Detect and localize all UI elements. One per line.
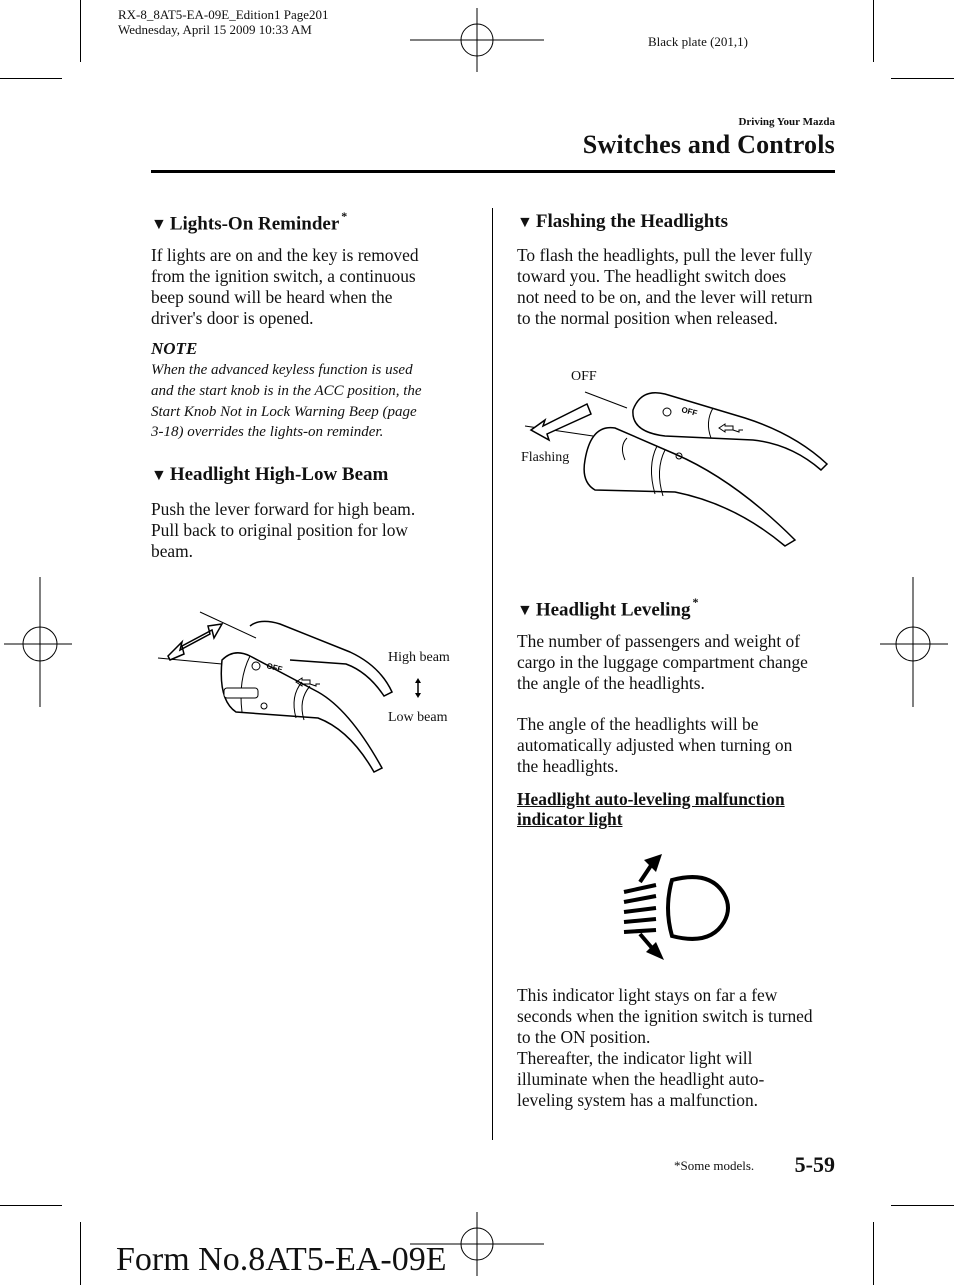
note-line: 3-18) overrides the lights-on reminder. <box>151 424 384 441</box>
down-triangle-icon: ▼ <box>517 214 533 231</box>
up-down-arrow-icon <box>414 678 422 698</box>
note-title: NOTE <box>151 339 198 358</box>
text-line: cargo in the luggage compartment change <box>517 652 808 672</box>
some-models-marker: * <box>341 209 348 223</box>
some-models-marker: * <box>692 595 699 609</box>
text-line: beep sound will be heard when the <box>151 287 393 307</box>
text-line: to the normal position when released. <box>517 308 778 328</box>
form-number: Form No.8AT5-EA-09E <box>116 1241 447 1278</box>
text-line: from the ignition switch, a continuous <box>151 266 416 286</box>
text-line: To flash the headlights, pull the lever fully <box>517 245 813 265</box>
note-body <box>151 360 422 443</box>
text-line: the headlights. <box>517 756 619 776</box>
heading-text: Flashing the Headlights <box>535 211 728 232</box>
heading-text: Lights-On Reminder <box>169 213 340 235</box>
lever-off-text: OFF <box>265 661 284 675</box>
down-triangle-icon: ▼ <box>151 467 167 484</box>
high-beam-label: High beam <box>388 650 450 665</box>
column-divider <box>492 208 493 1140</box>
text-line: to the ON position. <box>517 1027 651 1047</box>
leveling-paragraph-2 <box>517 714 792 777</box>
sub-heading-line: indicator light <box>517 809 623 829</box>
text-line: seconds when the ignition switch is turned <box>517 1006 813 1026</box>
headlight-leveling-heading <box>517 597 699 621</box>
flashing-label: Flashing <box>521 450 570 465</box>
lights-on-reminder-heading <box>151 211 347 235</box>
text-line: not need to be on, and the lever will return <box>517 287 813 307</box>
text-line: Thereafter, the indicator light will <box>517 1048 753 1068</box>
leveling-paragraph-1 <box>517 631 808 694</box>
headlight-leveling-warning-icon <box>614 848 734 968</box>
text-line: automatically adjusted when turning on <box>517 735 793 755</box>
off-label: OFF <box>571 369 597 384</box>
note-line: When the advanced keyless function is used <box>151 362 413 378</box>
registration-mark-left <box>4 577 72 707</box>
down-triangle-icon: ▼ <box>151 216 167 234</box>
doc-id: RX-8_8AT5-EA-09E_Edition1 Page201 <box>118 7 329 22</box>
footnote <box>674 1158 754 1174</box>
down-triangle-icon: ▼ <box>517 602 533 620</box>
lights-on-reminder-body <box>151 245 419 329</box>
text-line: The number of passengers and weight of <box>517 631 800 651</box>
heading-text: Headlight Leveling <box>535 599 691 621</box>
heading-text: Headlight High-Low Beam <box>169 464 389 485</box>
text-line: beam. <box>151 541 194 561</box>
malfunction-indicator-heading <box>517 789 785 829</box>
text-line: The angle of the headlights will be <box>517 714 759 734</box>
lever-off-text: OFF <box>680 405 699 418</box>
high-low-beam-heading <box>151 464 388 486</box>
text-line: toward you. The headlight switch does <box>517 266 787 286</box>
high-low-beam-body <box>151 499 415 562</box>
footnote-marker: * <box>674 1158 681 1173</box>
leveling-paragraph-3 <box>517 985 813 1111</box>
low-beam-label: Low beam <box>388 710 448 725</box>
text-line: Pull back to original position for low <box>151 520 408 540</box>
footnote-text: Some models. <box>680 1158 755 1173</box>
text-line: Push the lever forward for high beam. <box>151 499 416 519</box>
registration-mark-right <box>880 577 948 707</box>
note-line: Start Knob Not in Lock Warning Beep (page <box>151 403 417 420</box>
flashing-headlights-body <box>517 245 813 329</box>
page-number: 5-59 <box>794 1152 835 1177</box>
print-timestamp: Wednesday, April 15 2009 10:33 AM <box>118 22 312 37</box>
plate-label: Black plate (201,1) <box>648 34 748 49</box>
sub-heading-line: Headlight auto-leveling malfunction <box>517 789 785 809</box>
text-line: If lights are on and the key is removed <box>151 245 419 265</box>
registration-mark-top <box>410 4 544 76</box>
text-line: This indicator light stays on far a few <box>517 985 778 1005</box>
text-line: illuminate when the headlight auto- <box>517 1069 765 1089</box>
section-name: Driving Your Mazda <box>738 116 835 128</box>
text-line: leveling system has a malfunction. <box>517 1090 758 1110</box>
text-line: driver's door is opened. <box>151 308 314 328</box>
print-slug <box>118 7 329 37</box>
note-line: and the start knob is in the ACC position, the <box>151 382 422 399</box>
text-line: the angle of the headlights. <box>517 673 705 693</box>
page-title: Switches and Controls <box>582 130 835 159</box>
high-low-beam-lever-figure <box>150 600 395 780</box>
header-rule <box>151 170 835 173</box>
flashing-headlights-heading <box>517 211 728 233</box>
